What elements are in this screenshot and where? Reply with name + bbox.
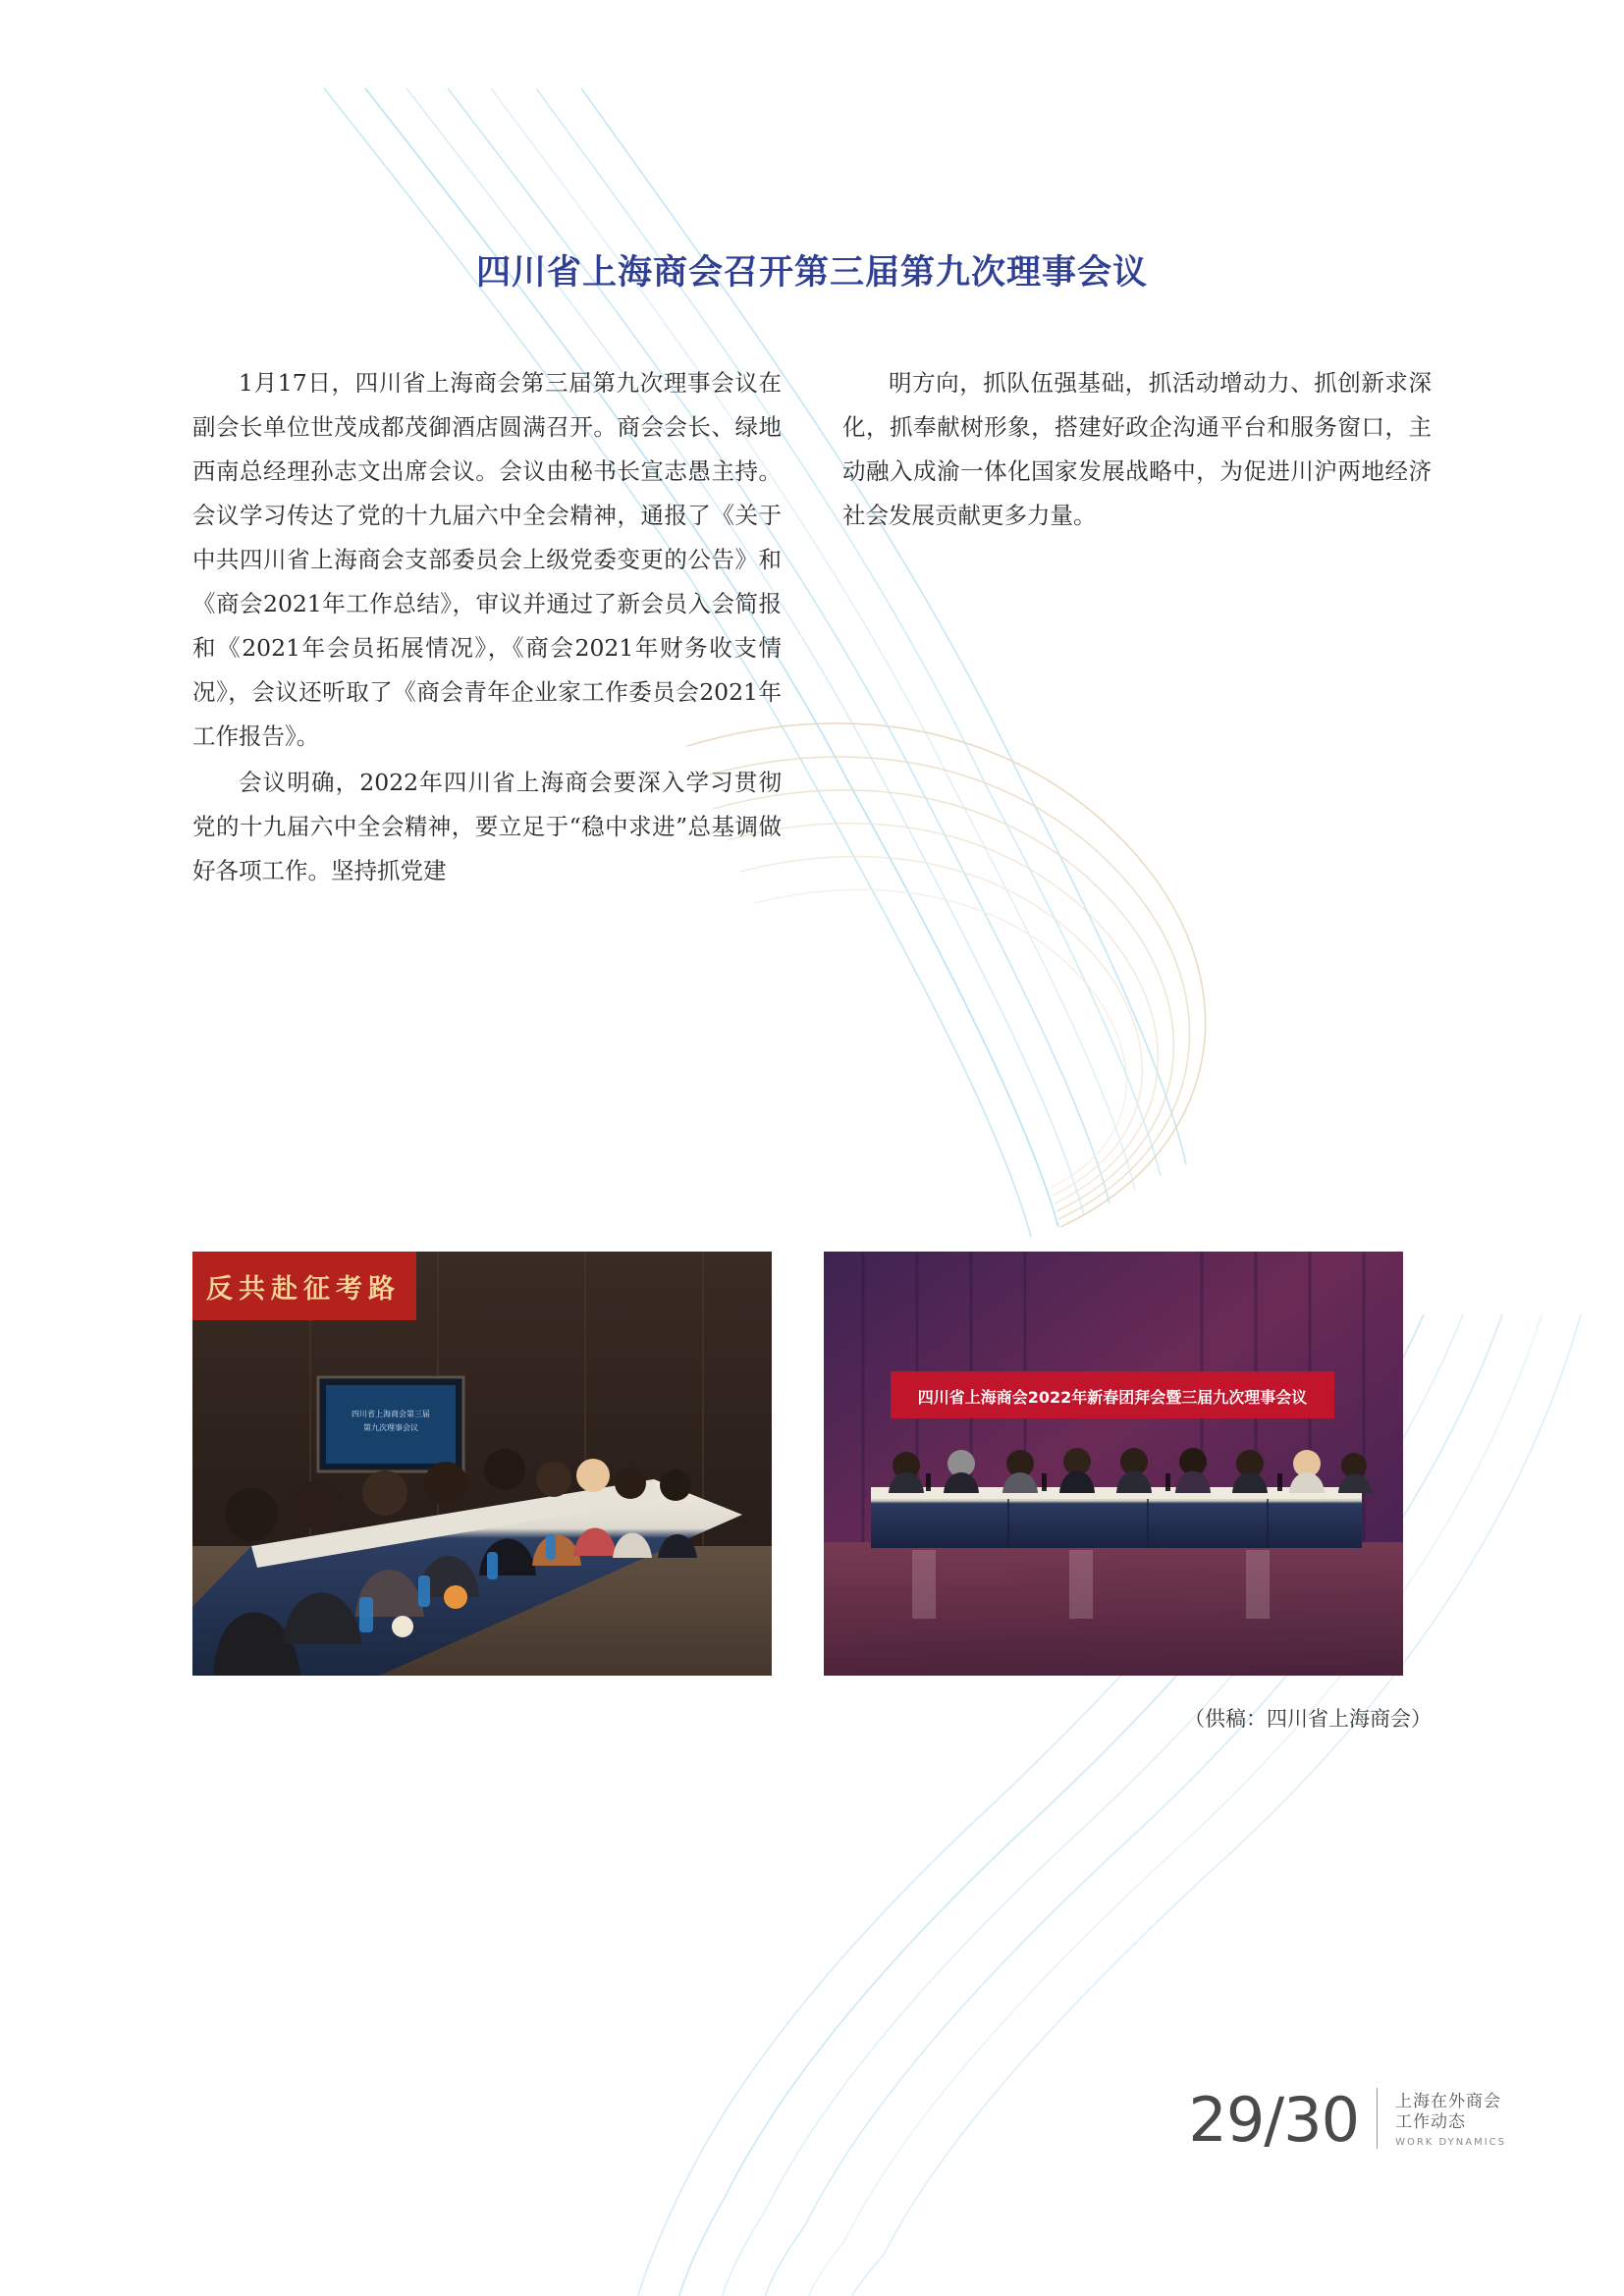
footer-org [1395, 2092, 1506, 2151]
photo-row [192, 1252, 1432, 1676]
article-body [192, 361, 1432, 895]
column-right [842, 361, 1432, 895]
paragraph: 明方向，抓队伍强基础，抓活动增动力、抓创新求深化，抓奉献树形象，搭建好政企沟通平台和服务窗口，主动融入成渝一体化国家发展战略中，为促进川沪两地经济社会发展贡献更多力量。 [842, 369, 1432, 529]
column-left [192, 361, 782, 895]
svg-text:四川省上海商会第三届: 四川省上海商会第三届 [352, 1410, 430, 1418]
svg-text:反共赴征考路: 反共赴征考路 [206, 1274, 401, 1305]
footer-org-en: WORK DYNAMICS [1395, 2136, 1506, 2148]
svg-text:四川省上海商会2022年新春团拜会暨三届九次理事会议: 四川省上海商会2022年新春团拜会暨三届九次理事会议 [917, 1388, 1308, 1407]
footer-org-line1: 上海在外商会 [1395, 2092, 1502, 2111]
svg-text:第九次理事会议: 第九次理事会议 [363, 1423, 418, 1432]
meeting-photo-right [824, 1252, 1403, 1676]
paragraph: 1月17日，四川省上海商会第三届第九次理事会议在副会长单位世茂成都茂御酒店圆满召开。商会会长、绿地西南总经理孙志文出席会议。会议由秘书长宣志愚主持。会议学习传达了党的十九届六中全会精神，通报了《关于中共四川省上海商会支部委员会上级党委变更的公告》和《商会2021年工作总结》，审议并通过了新会员入会简报和《2021年会员拓展情况》，《商会2021年财务收支情况》，会议还听取了《商会青年企业家工作委员会2021年工作报告》。 [192, 369, 782, 750]
page-number: 29/30 [1188, 2084, 1360, 2156]
photo-caption: （供稿：四川省上海商会） [1184, 1707, 1432, 1731]
footer-org-line2: 工作动态 [1395, 2112, 1467, 2133]
paragraph: 会议明确，2022年四川省上海商会要深入学习贯彻党的十九届六中全会精神，要立足于“稳中求进”总基调做好各项工作。坚持抓党建 [192, 769, 782, 884]
page-footer [1188, 2084, 1506, 2156]
meeting-photo-left [192, 1252, 772, 1676]
footer-divider [1377, 2088, 1378, 2149]
article-title: 四川省上海商会召开第三届第九次理事会议 [475, 253, 1148, 293]
